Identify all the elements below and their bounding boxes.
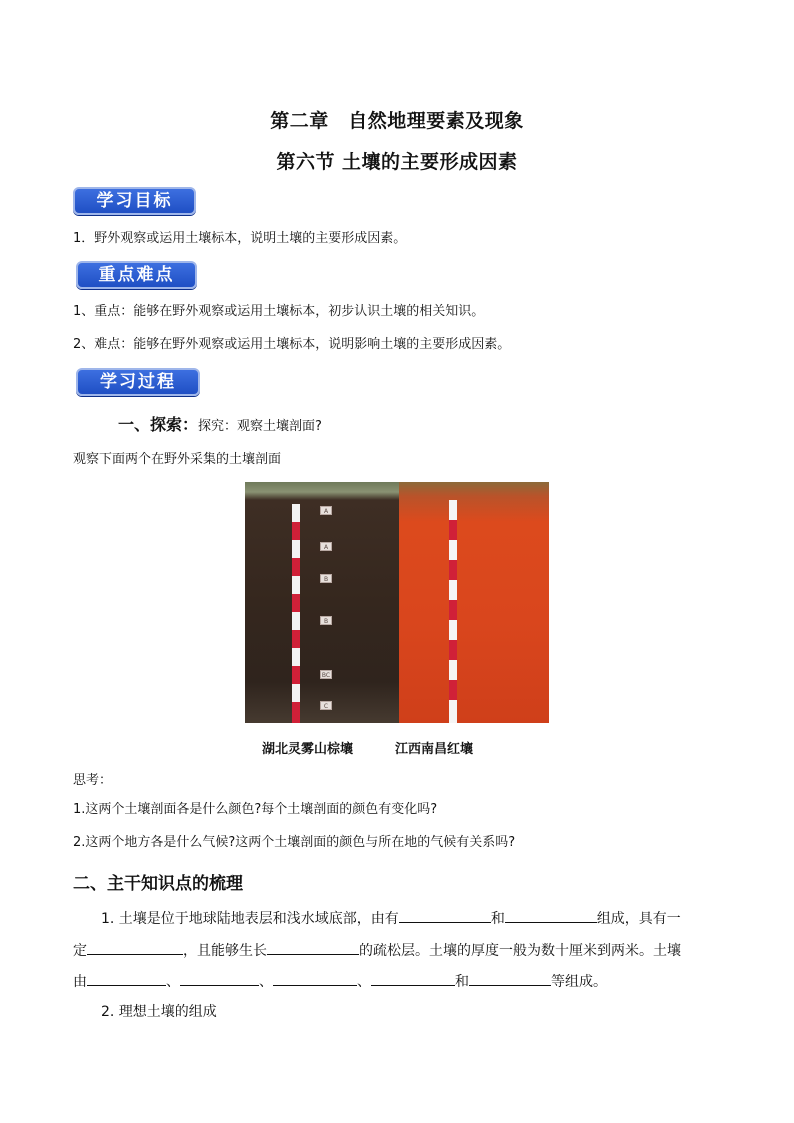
brown-soil-photo — [245, 482, 399, 723]
explore-heading-line — [118, 412, 322, 435]
text: 等组成。 — [551, 974, 607, 990]
horizon-label: B — [320, 574, 332, 583]
explore-heading: 一、探索： — [118, 415, 199, 434]
fill-blank[interactable] — [505, 908, 597, 923]
horizon-label: BC — [321, 672, 331, 679]
horizon-label: A — [320, 542, 332, 551]
fill-blank[interactable] — [399, 908, 491, 923]
explore-subheading: 探究：观察土壤剖面? — [198, 419, 322, 434]
section2-title: 二、主干知识点的梳理 — [73, 874, 243, 894]
horizon-label: A — [320, 506, 332, 515]
fill-blank[interactable] — [87, 940, 183, 955]
measuring-pole — [292, 504, 300, 723]
objective-item: 1．野外观察或运用土壤标本，说明土壤的主要形成因素。 — [73, 231, 407, 246]
item1-line3 — [73, 971, 607, 991]
item1-line2 — [73, 940, 681, 960]
section-title: 第六节 土壤的主要形成因素 — [276, 151, 518, 173]
horizon-label: C — [320, 701, 332, 710]
text: 1. 土壤是位于地球陆地表层和浅水域底部，由有 — [101, 911, 399, 927]
badge-process: 学习过程 — [76, 368, 200, 396]
think-label: 思考： — [73, 773, 113, 788]
fill-blank[interactable] — [371, 971, 455, 986]
chapter-title: 第二章 自然地理要素及现象 — [270, 110, 524, 132]
text: 的疏松层。土壤的厚度一般为数十厘米到两米。土壤 — [359, 943, 681, 959]
item1-line1 — [101, 908, 681, 928]
badge-objectives: 学习目标 — [73, 187, 196, 215]
think-question-1: 1.这两个土壤剖面各是什么颜色?每个土壤剖面的颜色有变化吗? — [73, 802, 438, 817]
key-point-item: 1、重点：能够在野外观察或运用土壤标本，初步认识土壤的相关知识。 — [73, 304, 485, 319]
text: ，且能够生长 — [183, 943, 267, 959]
caption-brown-soil: 湖北灵雾山棕壤 — [262, 742, 354, 757]
text: 定 — [73, 943, 87, 959]
fill-blank[interactable] — [180, 971, 259, 986]
text: 由 — [73, 974, 87, 990]
horizon-label: B — [320, 616, 332, 625]
think-question-2: 2.这两个地方各是什么气候?这两个土壤剖面的颜色与所在地的气候有关系吗? — [73, 835, 516, 850]
text: 、 — [259, 974, 273, 990]
caption-red-soil: 江西南昌红壤 — [395, 742, 474, 757]
item2: 2. 理想土壤的组成 — [101, 1004, 217, 1020]
difficulty-item: 2、难点：能够在野外观察或运用土壤标本，说明影响土壤的主要形成因素。 — [73, 337, 511, 352]
text: 、 — [166, 974, 180, 990]
red-soil-photo — [399, 482, 549, 723]
fill-blank[interactable] — [273, 971, 357, 986]
text: 、 — [357, 974, 371, 990]
badge-key-points: 重点难点 — [76, 261, 197, 289]
text: 和 — [455, 974, 469, 990]
text: 组成，具有一 — [596, 911, 681, 927]
measuring-pole — [449, 500, 457, 723]
explore-intro: 观察下面两个在野外采集的土壤剖面 — [73, 452, 282, 467]
fill-blank[interactable] — [87, 971, 166, 986]
text: 和 — [490, 911, 505, 927]
fill-blank[interactable] — [469, 971, 551, 986]
fill-blank[interactable] — [267, 940, 359, 955]
